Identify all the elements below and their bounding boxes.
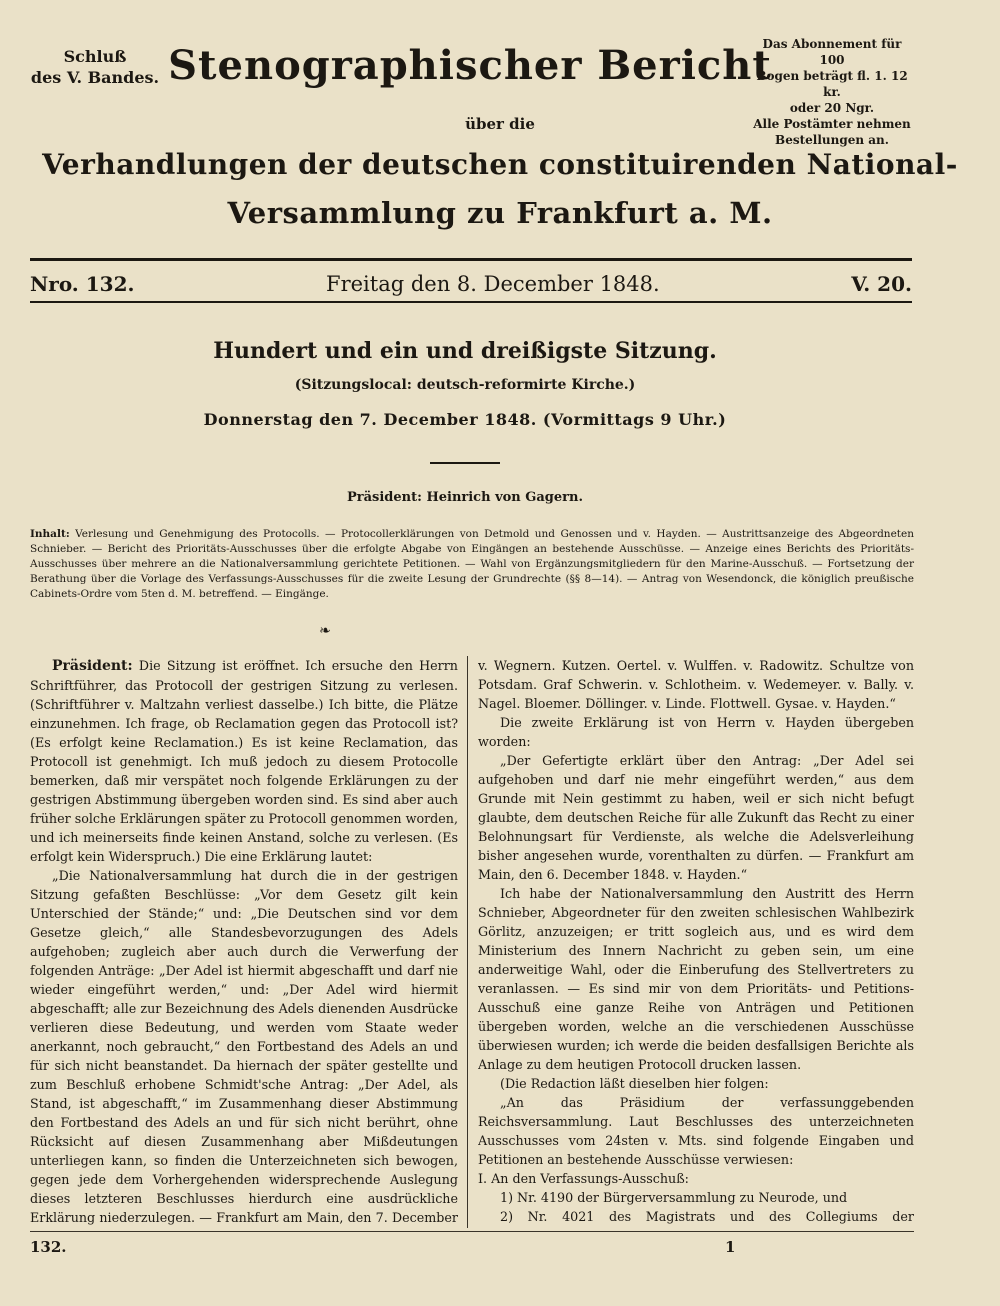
masthead-connector: über die — [465, 115, 535, 133]
subscription-line-1: Das Abonnement für 100 — [762, 37, 902, 67]
list-heading: I. An den Verfassungs-Ausschuß: — [478, 1171, 689, 1186]
masthead-subtitle-line2: Versammlung zu Frankfurt a. M. — [227, 196, 773, 230]
paragraph: „Der Gefertigte erklärt über den Antrag: „Der Adel sei aufgehoben und darf nie mehr eingeführt werden,“ aus dem Grunde mit Nein gestimmt zu haben, weil er sich nicht befugt glaubte, dem deutschen Reiche für alle Zukunft das Recht zu einer Belohnungsart für Verdienste, als welche die Adelsverleihung bisher angesehen wurde, vorenthalten zu dürfen. — Frankfurt am Main, den 6. December 1848. v. Hayden.“ — [478, 753, 914, 882]
issue-date: Freitag den 8. December 1848. — [326, 272, 660, 296]
issue-volume: V. 20. — [851, 272, 912, 296]
issue-line — [30, 270, 912, 298]
session-title: Hundert und ein und dreißigste Sitzung. — [213, 338, 717, 364]
header-rule-top — [30, 258, 912, 261]
paragraph: Die zweite Erklärung ist von Herrn v. Hayden übergeben worden: — [478, 715, 914, 749]
text-column-right — [478, 656, 914, 1228]
paragraph: v. Wegnern. Kutzen. Oertel. v. Wulffen. v. Radowitz. Schultze von Potsdam. Graf Schwerin. v. Schlotheim. v. Wedemeyer. v. Bally. v. Nagel. Bloemer. Döllinger. v. Linde. Flottwell. Gysae. v. Hayden.“ — [478, 658, 914, 711]
issue-number: Nro. 132. — [30, 272, 135, 296]
paragraph: (Die Redaction läßt dieselben hier folgen: — [500, 1076, 769, 1091]
paragraph-text: Die Sitzung ist eröffnet. Ich ersuche den Herrn Schriftführer, das Protocoll der gestrigen Sitzung zu verlesen. (Schriftführer v. Maltzahn verliest dasselbe.) Ich bitte, die Plätze einzunehmen. Ich frage, ob Reclamation gegen das Protocoll ist? (Es erfolgt keine Reclamation.) Es ist keine Reclamation, das Protocoll ist genehmigt. Ich muß jedoch zu diesem Protocolle bemerken, daß mir verspätet noch folgende Erklärungen zu der gestrigen Abstimmung übergeben worden sind. Es sind aber auch früher solche Erklärungen später zu Protocoll genommen worden, und ich meinerseits finde keinen Anstand, solche zu verlesen. (Es erfolgt kein Widerspruch.) Die eine Erklärung lautet: — [30, 658, 458, 864]
text-column-left — [30, 656, 458, 1228]
ornament-icon: ❧ — [319, 623, 331, 639]
footer-rule — [30, 1231, 914, 1232]
paragraph — [30, 656, 458, 866]
subscription-line-5: Bestellungen an. — [775, 133, 889, 147]
paragraph: Ich habe der Nationalversammlung den Austritt des Herrn Schnieber, Abgeordneter für den zweiten schlesischen Wahlbezirk Görlitz, anzuzeigen; er tritt sogleich aus, und es wird dem Ministerium des Innern Nachricht zu geben sein, um eine anderweitige Wahl, oder die Einberufung des Stellvertreters zu veranlassen. — Es sind mir von dem Prioritäts- und Petitions-Ausschuß eine ganze Reihe von Anträgen und Petitionen übergeben worden, welche an die verschiedenen Ausschüsse überwiesen wurden; ich werde die beiden desfallsigen Berichte als Anlage zu dem heutigen Protocoll drucken lassen. — [478, 886, 914, 1072]
column-divider — [467, 656, 468, 1228]
footer-issue-number: 132. — [30, 1238, 67, 1256]
subscription-line-2: Bogen beträgt fl. 1. 12 kr. — [756, 69, 908, 99]
contents-label: Inhalt: — [30, 528, 70, 540]
volume-end-note — [30, 46, 160, 88]
speaker-label: Präsident: — [52, 658, 133, 674]
masthead-subtitle-line1: Verhandlungen der deutschen constituirenden National- — [42, 148, 958, 181]
list-item: 2) Nr. 4021 des Magistrats und des Collegiums der — [500, 1209, 914, 1224]
masthead-title: Stenographischer Bericht — [168, 42, 772, 89]
subscription-line-4: Alle Postämter nehmen — [753, 117, 911, 131]
list-item: 1) Nr. 4190 der Bürgerversammlung zu Neurode, und — [500, 1190, 848, 1205]
session-president: Präsident: Heinrich von Gagern. — [347, 490, 583, 505]
header-rule-bottom — [30, 301, 912, 303]
volume-end-note-line1: Schluß — [63, 47, 127, 66]
contents-summary — [30, 527, 914, 602]
session-venue: (Sitzungslocal: deutsch-reformirte Kirche.) — [294, 377, 636, 393]
paragraph: „An das Präsidium der verfassunggebenden Reichsversammlung. Laut Beschlusses des unterzeichneten Ausschusses vom 24sten v. Mts. sind folgende Eingaben und Petitionen an bestehende Ausschüsse verwiesen: — [478, 1095, 914, 1167]
section-divider — [430, 462, 500, 464]
contents-text: Verlesung und Genehmigung des Protocolls. — Protocollerklärungen von Detmold und Genossen und v. Hayden. — Austrittsanzeige des Abgeordneten Schnieber. — Bericht des Prioritäts-Ausschusses über die erfolgte Abgabe von Eingängen an bestehende Ausschüsse. — Anzeige eines Berichts des Prioritäts-Ausschusses über mehrere an die Nationalversammlung gerichtete Petitionen. — Wahl von Ergänzungsmitgliedern für den Marine-Ausschuß. — Fortsetzung der Berathung über die Vorlage des Verfassungs-Ausschusses für die zweite Lesung der Grundrechte (§§ 8—14). — Antrag von Wesendonck, die königlich preußische Cabinets-Ordre vom 5ten d. M. betreffend. — Eingänge. — [30, 528, 914, 600]
page-number: 1 — [725, 1238, 736, 1256]
paragraph: „Die Nationalversammlung hat durch die in der gestrigen Sitzung gefaßten Beschlüsse: „Vor dem Gesetz gilt kein Unterschied der Stände;“ und: „Die Deutschen sind vor dem Gesetze gleich,“ alle Standesbevorzugungen des Adels aufgehoben; zugleich aber auch durch die Verwerfung der folgenden Anträge: „Der Adel ist hiermit abgeschafft und darf nie wieder eingeführt werden,“ und: „Der Adel wird hiermit abgeschafft; alle zur Bezeichnung des Adels dienenden Ausdrücke verlieren diese Bedeutung, und werden vom Staate weder anerkannt, noch gebraucht,“ den Fortbestand des Adels an und für sich nicht beanstandet. Da hiernach der später gestellte und zum Beschluß erhobene Schmidt'sche Antrag: „Der Adel, als Stand, ist abgeschafft,“ im Zusammenhang dieser Abstimmung den Fortbestand des Adels an und für sich nicht berührt, ohne Rücksicht auf diesen Zusammenhang aber Mißdeutungen unterliegen kann, so finden die Unterzeichneten sich bewogen, gegen jede dem Vorhergehenden widersprechende Auslegung dieses letzteren Beschlusses hierdurch eine ausdrückliche Erklärung niederzulegen. — Frankfurt am Main, den 7. December — [30, 868, 458, 1225]
volume-end-note-line2: des V. Bandes. — [30, 68, 160, 87]
subscription-line-3: oder 20 Ngr. — [789, 101, 875, 115]
session-date: Donnerstag den 7. December 1848. (Vormittags 9 Uhr.) — [203, 410, 727, 429]
